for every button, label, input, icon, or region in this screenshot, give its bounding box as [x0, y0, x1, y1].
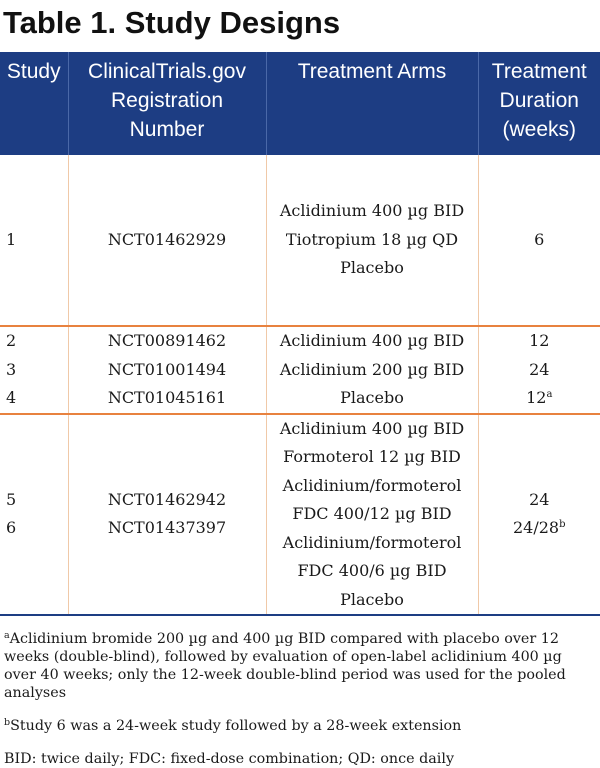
- duration-cell: 12 24 12$^a$: [478, 326, 600, 414]
- header-study: Study: [0, 52, 68, 155]
- study-cell: 5 6: [0, 414, 68, 616]
- study-cell: 1: [0, 155, 68, 326]
- abbreviations-note: BID: twice daily; FDC: fixed-dose combination; QD: once daily: [4, 751, 455, 767]
- treatment-arms-cell: Aclidinium 400 µg BID Formoterol 12 µg BID Aclidinium/formoterol FDC 400/12 µg BID Aclidinium/formoterol FDC 400/6 µg BID Placebo: [266, 414, 478, 616]
- registration-cell: NCT01462942 NCT01437397: [68, 414, 266, 616]
- registration-cell: NCT00891462 NCT01001494 NCT01045161: [68, 326, 266, 414]
- study-cell: 2 3 4: [0, 326, 68, 414]
- table-row: [0, 155, 600, 326]
- header-treatment-duration: Treatment Duration (weeks): [478, 52, 600, 155]
- table-title: Table 1. Study Designs: [3, 5, 341, 40]
- registration-cell: NCT01462929: [68, 155, 266, 326]
- header-row: [0, 52, 600, 155]
- footnote-marker-a: a: [546, 389, 553, 400]
- footnote-b: $^b$Study 6 was a 24-week study followed by a 28-week extension: [4, 717, 462, 734]
- footnote-marker-b: b: [559, 519, 566, 531]
- duration-cell: 24 24/28$^b$: [478, 414, 600, 616]
- table-row: [0, 414, 600, 616]
- table-row: [0, 326, 600, 414]
- study-designs-table: [0, 52, 600, 616]
- treatment-arms-cell: Aclidinium 400 µg BID Aclidinium 200 µg BID Placebo: [266, 326, 478, 414]
- footnote-a: $^a$Aclidinium bromide 200 µg and 400 µg BID compared with placebo over 12 weeks (double-blind), followed by evaluation of open-label aclidinium 400 µg over 40 weeks; only the 12-week double-blind period was used for the pooled analyses: [4, 630, 566, 701]
- header-registration-number: ClinicalTrials.gov Registration Number: [68, 52, 266, 155]
- header-treatment-arms: Treatment Arms: [266, 52, 478, 155]
- treatment-arms-cell: Aclidinium 400 µg BID Tiotropium 18 µg QD Placebo: [266, 155, 478, 326]
- duration-cell: 6: [478, 155, 600, 326]
- footnotes: [0, 616, 600, 768]
